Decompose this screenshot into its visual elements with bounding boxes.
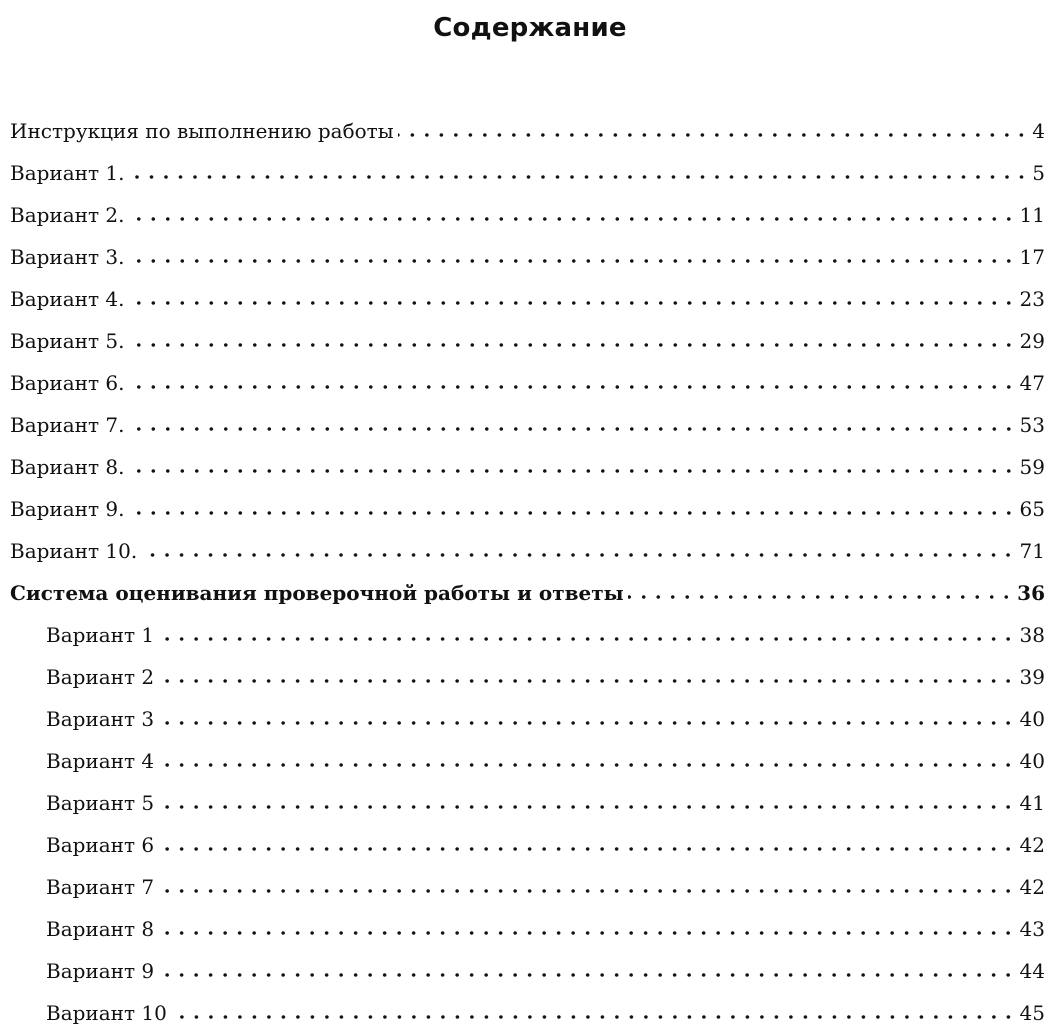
toc-entry-label: Вариант 7	[46, 875, 155, 899]
toc-entry	[10, 320, 1045, 362]
toc-entry-page: 53	[1019, 413, 1045, 437]
toc-sub-entry	[10, 782, 1045, 824]
toc-entry-page: 29	[1019, 329, 1045, 353]
dot-leader	[141, 553, 1015, 557]
toc-entry-page: 43	[1019, 917, 1045, 941]
toc-entry-page: 4	[1032, 119, 1045, 143]
toc-entry-page: 5	[1032, 161, 1045, 185]
toc-entry-label: Вариант 9.	[10, 497, 125, 521]
toc-entry	[10, 530, 1045, 572]
dot-leader	[129, 343, 1016, 347]
toc-entry-label: Вариант 7.	[10, 413, 125, 437]
toc-entry-page: 40	[1019, 749, 1045, 773]
toc-entry-page: 40	[1019, 707, 1045, 731]
toc-entry	[10, 110, 1045, 152]
toc-entry-page: 17	[1019, 245, 1045, 269]
toc-entry-label: Вариант 4.	[10, 287, 125, 311]
toc-entry	[10, 278, 1045, 320]
toc-sub-entry	[10, 740, 1045, 782]
toc-entry-label: Вариант 5	[46, 791, 155, 815]
toc-entry-page: 59	[1019, 455, 1045, 479]
dot-leader	[158, 805, 1015, 809]
dot-leader	[129, 469, 1016, 473]
page-title: Содержание	[433, 13, 627, 43]
dot-leader	[129, 427, 1016, 431]
toc-entry-page: 41	[1019, 791, 1045, 815]
toc-sub-entry	[10, 698, 1045, 740]
toc-entry-page: 65	[1019, 497, 1045, 521]
toc-sub-entry	[10, 950, 1045, 992]
toc-sub-entry	[10, 614, 1045, 656]
toc-entry-label: Вариант 10	[46, 1001, 167, 1025]
toc-entry-page: 39	[1019, 665, 1045, 689]
toc-entry	[10, 236, 1045, 278]
dot-leader	[158, 847, 1015, 851]
dot-leader	[158, 763, 1015, 767]
toc-entry-label: Вариант 3	[46, 707, 155, 731]
dot-leader	[158, 679, 1015, 683]
dot-leader	[129, 259, 1016, 263]
toc-sub-entry	[10, 992, 1045, 1034]
toc-entry-label: Вариант 3.	[10, 245, 125, 269]
toc-entry	[10, 446, 1045, 488]
toc-entry-label: Вариант 2.	[10, 203, 125, 227]
table-of-contents	[10, 110, 1045, 1034]
toc-entry-page: 47	[1019, 371, 1045, 395]
toc-section-heading	[10, 572, 1045, 614]
dot-leader	[158, 637, 1015, 641]
toc-entry-label: Вариант 8.	[10, 455, 125, 479]
toc-entry-label: Вариант 6.	[10, 371, 125, 395]
dot-leader	[158, 889, 1015, 893]
toc-entry-label: Вариант 8	[46, 917, 155, 941]
toc-entry-label: Система оценивания проверочной работы и ответы	[10, 581, 624, 605]
toc-entry-page: 45	[1019, 1001, 1045, 1025]
toc-entry-label: Вариант 6	[46, 833, 155, 857]
toc-sub-entry	[10, 908, 1045, 950]
toc-entry-label: Вариант 2	[46, 665, 155, 689]
toc-entry	[10, 488, 1045, 530]
toc-entry-label: Вариант 9	[46, 959, 155, 983]
toc-entry-label: Вариант 10.	[10, 539, 138, 563]
toc-entry	[10, 194, 1045, 236]
dot-leader	[628, 595, 1013, 599]
toc-sub-entry	[10, 656, 1045, 698]
dot-leader	[158, 931, 1015, 935]
toc-entry-page: 71	[1019, 539, 1045, 563]
dot-leader	[158, 973, 1015, 977]
dot-leader	[158, 721, 1015, 725]
toc-sub-entry	[10, 824, 1045, 866]
toc-entry-page: 23	[1019, 287, 1045, 311]
toc-entry	[10, 362, 1045, 404]
dot-leader	[129, 301, 1016, 305]
dot-leader	[129, 217, 1016, 221]
dot-leader	[129, 511, 1016, 515]
dot-leader	[171, 1015, 1016, 1019]
toc-entry	[10, 404, 1045, 446]
dot-leader	[129, 175, 1029, 179]
toc-entry-label: Вариант 1	[46, 623, 155, 647]
toc-entry-label: Вариант 4	[46, 749, 155, 773]
toc-entry-label: Вариант 1.	[10, 161, 125, 185]
dot-leader	[129, 385, 1016, 389]
dot-leader	[398, 133, 1029, 137]
toc-sub-entry	[10, 866, 1045, 908]
toc-entry-page: 44	[1019, 959, 1045, 983]
toc-entry-page: 11	[1019, 203, 1045, 227]
toc-entry-page: 38	[1019, 623, 1045, 647]
toc-entry-page: 36	[1017, 581, 1045, 605]
toc-entry-page: 42	[1019, 875, 1045, 899]
toc-entry-page: 42	[1019, 833, 1045, 857]
toc-entry-label: Инструкция по выполнению работы	[10, 119, 394, 143]
toc-entry	[10, 152, 1045, 194]
toc-entry-label: Вариант 5.	[10, 329, 125, 353]
